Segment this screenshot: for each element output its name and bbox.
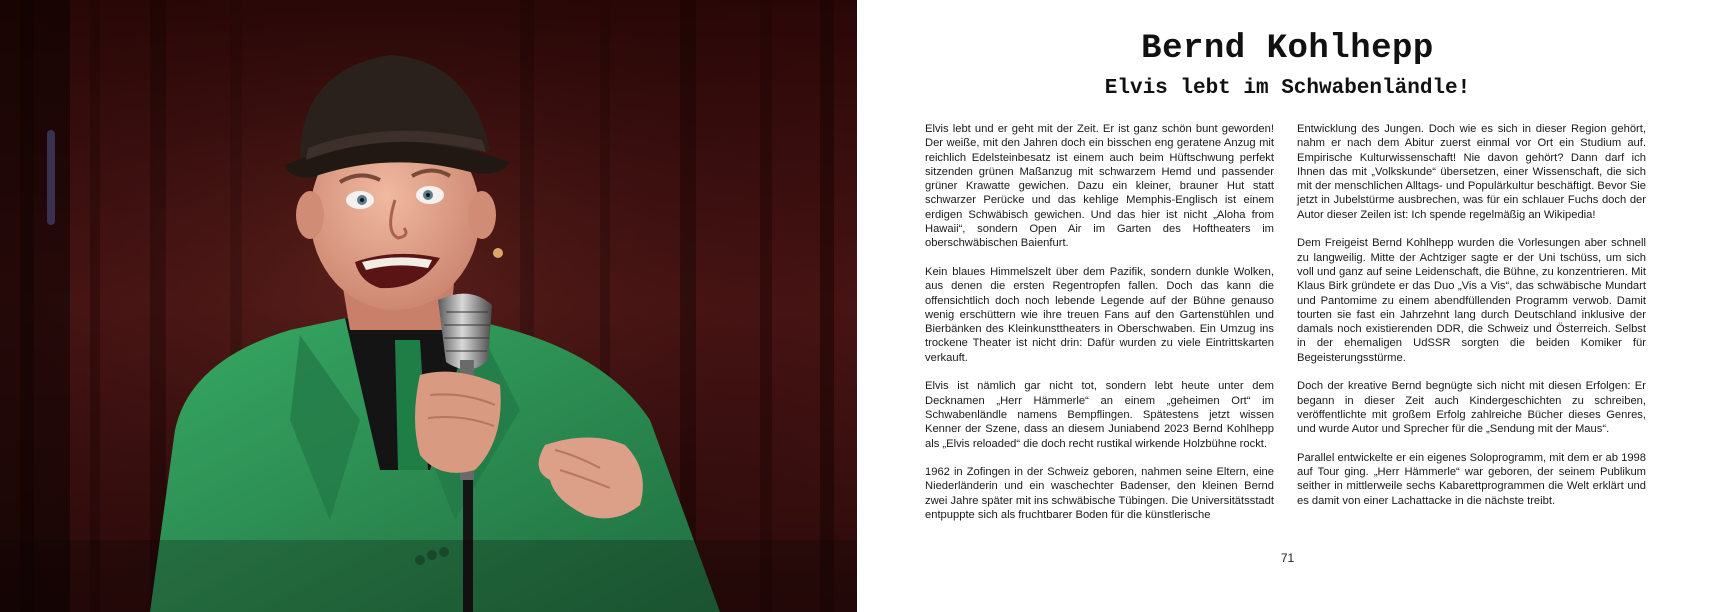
paragraph: Parallel entwickelte er ein eigenes Soloprogramm, mit dem er ab 1998 auf Tour ging. „Herr Hämmerle“ war geboren, der seinem Publikum seither in mittlerweile sechs Kabarettprogrammen die Welt erklärt und es damit von einer Lachattacke in die nächste treibt. xyxy=(1297,451,1646,507)
page-subtitle: Elvis lebt im Schwabenländle! xyxy=(1104,77,1471,100)
article-page xyxy=(857,0,1718,612)
paragraph: 1962 in Zofingen in der Schweiz geboren, nahmen seine Eltern, eine Niederländerin und ein waschechter Badenser, den kleinen Bernd zwei Jahre später mit ins schwäbische Tübingen. Die Universitätsstadt entpuppte sich als fruchtbarer Boden für die künstlerische xyxy=(925,466,1274,522)
paragraph: Kein blaues Himmelszelt über dem Pazifik, sondern dunkle Wolken, aus denen die ersten Regentropfen fallen. Doch das kann die offensichtlich doch noch lebende Legende auf der Bühne genauso wenig erschüttern wie ihre treuen Fans auf den Gartenstühlen und Bierbänken des Kleinkunsttheaters in Oberschwaben. Ein Umzug ins trockene Theater ist nicht drin: Dafür wurden zu viele Eintrittskarten verkauft. xyxy=(925,265,1274,364)
paragraph: Elvis ist nämlich gar nicht tot, sondern lebt heute unter dem Decknamen „Herr Hämmerle“ an einem „geheimen Ort“ im Schwabenländle namens Bempflingen. Spätestens jetzt wissen Kenner der Szene, dass an diesem Juniabend 2023 Bernd Kohlhepp als „Elvis reloaded“ die doch recht rustikal wirkende Holzbühne rockt. xyxy=(925,380,1274,450)
paragraph: Doch der kreative Bernd begnügte sich nicht mit diesen Erfolgen: Er begann in dieser Zeit auch Kindergeschichten zu schreiben, veröffentlichte mit großem Erfolg zahlreiche Bücher dieses Genres, und wurde Autor und Sprecher für die „Sendung mit der Maus“. xyxy=(1297,380,1646,436)
page-number: 71 xyxy=(1280,551,1295,565)
page-title: Bernd Kohlhepp xyxy=(1141,30,1434,68)
performer-photo xyxy=(0,0,857,612)
photo-illustration xyxy=(0,0,857,612)
paragraph: Elvis lebt und er geht mit der Zeit. Er ist ganz schön bunt geworden! Der weiße, mit den Jahren doch ein bisschen eng geratene Anzug mit reichlich Edelsteinbesatz ist einem auch beim Hüftschwung perfekt sitzenden grünen Maßanzug mit schwarzem Hemd und passender grüner Krawatte gewichen. Dazu ein kleiner, brauner Hut statt schwarzer Perücke und das kehlige Memphis-Englisch ist einem erdigen Schwäbisch gewichen. Und das hier ist nicht „Aloha from Hawaii“, sondern Open Air im Garten des Hoftheaters im oberschwäbischen Baienfurt. xyxy=(925,123,1274,250)
paragraph: Entwicklung des Jungen. Doch wie es sich in dieser Region gehört, nahm er nach dem Abitur zuerst einmal vor Ort ein Studium auf. Empirische Kulturwissenschaft! Nie davon gehört? Dann darf ich Ihnen das mit „Volkskunde“ übersetzen, einer Wissenschaft, die sich mit der menschlichen Alltags- und Populärkultur beschäftigt. Bevor Sie jetzt in Jubelstürme ausbrechen, was für ein schlauer Fuchs doch der Autor dieser Zeilen ist: Ich spende regelmäßig an Wikipedia! xyxy=(1297,123,1646,221)
text-column-right xyxy=(1297,122,1646,522)
paragraph: Dem Freigeist Bernd Kohlhepp wurden die Vorlesungen aber schnell zu langweilig. Mitte der Achtziger sagte er der Uni tschüss, um sich voll und ganz auf seine Leidenschaft, die Bühne, zu konzentrieren. Mit Klaus Birk gründete er das Duo „Vis a Vis“, das schwäbische Mundart und Pantomime zu einem abendfüllenden Programm verwob. Damit tourten sie fast ein Jahrzehnt lang durch Deutschland inklusive der damals noch existierenden DDR, die Schweiz und Österreich. Selbst in der ehemaligen UdSSR sorgten die beiden Komiker für Begeisterungsstürme. xyxy=(1297,237,1646,364)
text-column-left xyxy=(925,122,1274,537)
